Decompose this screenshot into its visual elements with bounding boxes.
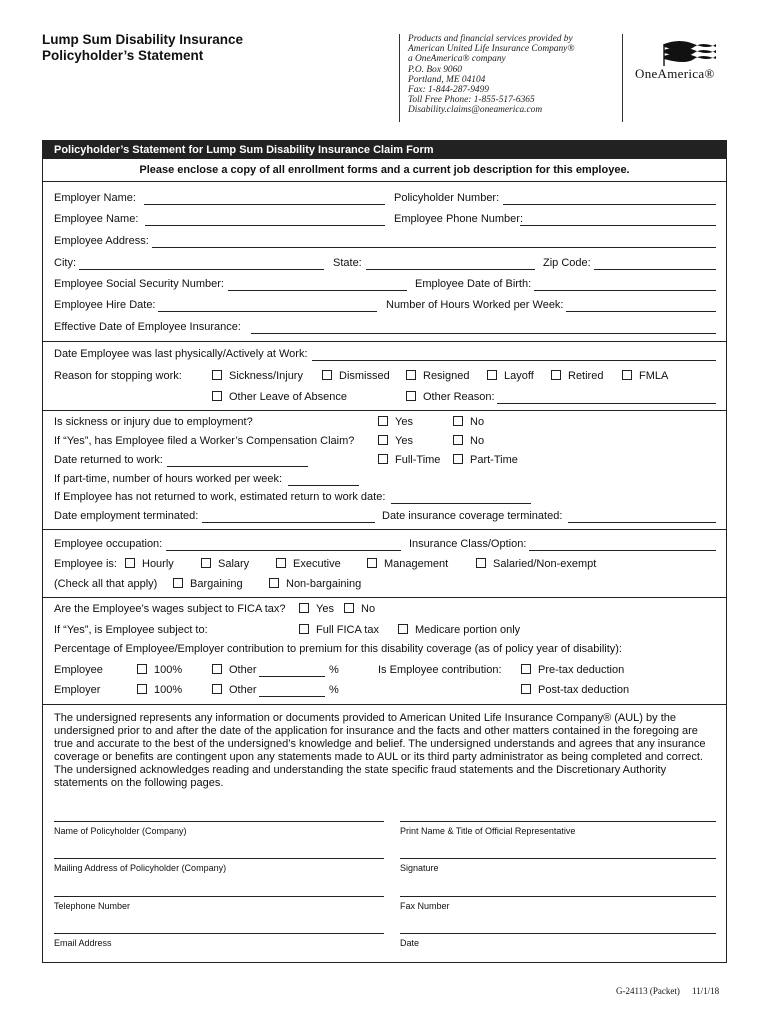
employee-address-label: Employee Address: xyxy=(54,235,149,247)
layoff-label: Layoff xyxy=(504,370,534,382)
executive-label: Executive xyxy=(293,558,341,570)
percentage-label: Percentage of Employee/Employer contribution to premium for this disability coverage (as of policy year of disability): xyxy=(54,643,622,655)
zip-field[interactable] xyxy=(594,269,716,270)
header-divider-right xyxy=(622,34,623,122)
date-line[interactable] xyxy=(400,933,716,934)
employment-no-checkbox[interactable] xyxy=(453,416,463,426)
form-heading: Policyholder’s Statement for Lump Sum Disability Insurance Claim Form xyxy=(43,141,726,159)
policyholder-name-line[interactable] xyxy=(54,821,384,822)
employer-other-checkbox[interactable] xyxy=(212,684,222,694)
fica-yes-label: Yes xyxy=(316,603,334,615)
effective-date-field[interactable] xyxy=(251,333,716,334)
date-ins-terminated-field[interactable] xyxy=(568,522,716,523)
document-title xyxy=(42,32,243,64)
employee-is-label: Employee is: xyxy=(54,558,117,570)
employee-other-field[interactable] xyxy=(259,676,325,677)
part-time-label: Part-Time xyxy=(470,454,518,466)
est-return-field[interactable] xyxy=(391,503,531,504)
employer-name-label: Employer Name: xyxy=(54,192,136,204)
employer-100-label: 100% xyxy=(154,684,183,696)
non-bargaining-label: Non-bargaining xyxy=(286,578,362,590)
employee-phone-field[interactable] xyxy=(520,225,716,226)
medicare-checkbox[interactable] xyxy=(398,624,408,634)
contact-line: Fax: 1-844-287-9499 xyxy=(408,85,489,96)
section-divider xyxy=(43,181,726,182)
employer-contrib-label: Employer xyxy=(54,684,101,696)
non-bargaining-checkbox[interactable] xyxy=(269,578,279,588)
title-line-2: Policyholder’s Statement xyxy=(42,48,204,63)
signature-line[interactable] xyxy=(400,858,716,859)
ssn-field[interactable] xyxy=(228,290,407,291)
hours-week-field[interactable] xyxy=(566,311,716,312)
oneamerica-logo xyxy=(630,38,745,82)
fmla-checkbox[interactable] xyxy=(622,370,632,380)
sickness-checkbox[interactable] xyxy=(212,370,222,380)
post-tax-checkbox[interactable] xyxy=(521,684,531,694)
part-time-hours-field[interactable] xyxy=(288,485,359,486)
q-workers-comp-label: If “Yes”, has Employee filed a Worker’s Compensation Claim? xyxy=(54,435,355,447)
is-employee-contribution-label: Is Employee contribution: xyxy=(378,664,502,676)
contact-line: American United Life Insurance Company® xyxy=(408,44,575,55)
full-time-checkbox[interactable] xyxy=(378,454,388,464)
employee-name-field[interactable] xyxy=(145,225,385,226)
layoff-checkbox[interactable] xyxy=(487,370,497,380)
occupation-field[interactable] xyxy=(166,550,401,551)
zip-label: Zip Code: xyxy=(543,257,591,269)
salaried-nonexempt-checkbox[interactable] xyxy=(476,558,486,568)
reason-stopping-label: Reason for stopping work: xyxy=(54,370,182,382)
full-time-label: Full-Time xyxy=(395,454,441,466)
date-ins-terminated-label: Date insurance coverage terminated: xyxy=(382,510,563,522)
employee-other-label: Other xyxy=(229,664,257,676)
contact-line: Toll Free Phone: 1-855-517-6365 xyxy=(408,95,535,106)
policyholder-name-caption: Name of Policyholder (Company) xyxy=(54,826,187,836)
employer-other-label: Other xyxy=(229,684,257,696)
state-field[interactable] xyxy=(366,269,535,270)
dob-label: Employee Date of Birth: xyxy=(415,278,532,290)
employer-other-field[interactable] xyxy=(259,696,325,697)
section-divider xyxy=(43,529,726,530)
hire-date-label: Employee Hire Date: xyxy=(54,299,156,311)
other-reason-field[interactable] xyxy=(497,403,716,404)
salary-label: Salary xyxy=(218,558,250,570)
section-divider xyxy=(43,704,726,705)
employee-100-label: 100% xyxy=(154,664,183,676)
section-divider xyxy=(43,597,726,598)
insurance-class-field[interactable] xyxy=(529,550,716,551)
workers-comp-no-label: No xyxy=(470,435,485,447)
check-all-label: (Check all that apply) xyxy=(54,578,158,590)
contact-line: Portland, ME 04104 xyxy=(408,74,486,85)
part-time-hours-label: If part-time, number of hours worked per week: xyxy=(54,473,283,485)
other-reason-checkbox[interactable] xyxy=(406,391,416,401)
contact-line: P.O. Box 9060 xyxy=(408,64,462,75)
hire-date-field[interactable] xyxy=(158,311,377,312)
print-name-caption: Print Name & Title of Official Representative xyxy=(400,826,576,836)
q-employment-label: Is sickness or injury due to employment? xyxy=(54,416,253,428)
policyholder-number-label: Policyholder Number: xyxy=(394,192,500,204)
employee-address-field[interactable] xyxy=(152,247,716,248)
email-caption: Email Address xyxy=(54,938,112,948)
date-terminated-field[interactable] xyxy=(202,522,375,523)
fica-yes-checkbox[interactable] xyxy=(299,603,309,613)
fica-no-label: No xyxy=(361,603,376,615)
workers-comp-yes-checkbox[interactable] xyxy=(378,435,388,445)
employer-name-field[interactable] xyxy=(144,204,385,205)
employee-contrib-label: Employee xyxy=(54,664,103,676)
bargaining-checkbox[interactable] xyxy=(173,578,183,588)
management-label: Management xyxy=(384,558,449,570)
workers-comp-no-checkbox[interactable] xyxy=(453,435,463,445)
date-returned-field[interactable] xyxy=(167,466,308,467)
resigned-checkbox[interactable] xyxy=(406,370,416,380)
form-frame xyxy=(42,140,727,963)
title-line-1: Lump Sum Disability Insurance xyxy=(42,32,244,47)
medicare-label: Medicare portion only xyxy=(415,624,521,636)
executive-checkbox[interactable] xyxy=(276,558,286,568)
pre-tax-label: Pre-tax deduction xyxy=(538,664,625,676)
full-fica-checkbox[interactable] xyxy=(299,624,309,634)
contact-line: Products and financial services provided by xyxy=(408,34,573,44)
employee-100-checkbox[interactable] xyxy=(137,664,147,674)
form-number: G-24113 (Packet) xyxy=(616,986,680,996)
print-name-line[interactable] xyxy=(400,821,716,822)
fax-caption: Fax Number xyxy=(400,901,450,911)
last-work-date-label: Date Employee was last physically/Actively at Work: xyxy=(54,348,308,360)
mailing-address-line[interactable] xyxy=(54,858,384,859)
employer-100-checkbox[interactable] xyxy=(137,684,147,694)
telephone-caption: Telephone Number xyxy=(54,901,131,911)
contact-line: a OneAmerica® company xyxy=(408,54,506,65)
dismissed-checkbox[interactable] xyxy=(322,370,332,380)
form-instruction: Please enclose a copy of all enrollment forms and a current job description for this employee. xyxy=(139,164,630,176)
employee-pct-sign: % xyxy=(329,664,339,676)
form-date: 11/1/18 xyxy=(692,986,720,996)
city-field[interactable] xyxy=(79,269,324,270)
mailing-address-caption: Mailing Address of Policyholder (Company) xyxy=(54,863,227,873)
post-tax-label: Post-tax deduction xyxy=(538,684,630,696)
fica-no-checkbox[interactable] xyxy=(344,603,354,613)
last-work-date-field[interactable] xyxy=(312,360,716,361)
contact-info xyxy=(408,34,574,116)
city-label: City: xyxy=(54,257,76,269)
hourly-checkbox[interactable] xyxy=(125,558,135,568)
email-line[interactable] xyxy=(54,933,384,934)
logo-text: OneAmerica® xyxy=(635,66,715,81)
salaried-nonexempt-label: Salaried/Non-exempt xyxy=(493,558,597,570)
management-checkbox[interactable] xyxy=(367,558,377,568)
dismissed-label: Dismissed xyxy=(339,370,390,382)
fmla-label: FMLA xyxy=(639,370,669,382)
hourly-label: Hourly xyxy=(142,558,174,570)
part-time-checkbox[interactable] xyxy=(453,454,463,464)
sickness-label: Sickness/Injury xyxy=(229,370,303,382)
other-reason-label: Other Reason: xyxy=(423,391,495,403)
fax-line[interactable] xyxy=(400,896,716,897)
employment-yes-checkbox[interactable] xyxy=(378,416,388,426)
other-leave-label: Other Leave of Absence xyxy=(229,391,348,403)
other-leave-checkbox[interactable] xyxy=(212,391,222,401)
header-divider-left xyxy=(399,34,400,122)
hours-week-label: Number of Hours Worked per Week: xyxy=(386,299,564,311)
est-return-label: If Employee has not returned to work, estimated return to work date: xyxy=(54,491,386,503)
signature-caption: Signature xyxy=(400,863,439,873)
occupation-label: Employee occupation: xyxy=(54,538,163,550)
bargaining-label: Bargaining xyxy=(190,578,243,590)
insurance-class-label: Insurance Class/Option: xyxy=(409,538,527,550)
pre-tax-checkbox[interactable] xyxy=(521,664,531,674)
employee-phone-label: Employee Phone Number: xyxy=(394,213,524,225)
date-returned-label: Date returned to work: xyxy=(54,454,163,466)
q-subject-to-label: If “Yes”, is Employee subject to: xyxy=(54,624,208,636)
effective-date-label: Effective Date of Employee Insurance: xyxy=(54,321,241,333)
employment-no-label: No xyxy=(470,416,485,428)
retired-label: Retired xyxy=(568,370,604,382)
date-caption: Date xyxy=(400,938,420,948)
attestation-paragraph: The undersigned represents any information or documents provided to American United Life Insurance Company® (AUL) by the undersigned prior to and after the date of the application for insurance and the facts and other matters contained in the foregoing are true and accurate to the best of the undersigned’s knowledge and belief. The undersigned understands and agrees that any insurance coverage or benefits are contingent upon any statements made to AUL or its third party administrator as being completed and correct. The undersigned acknowledges reading and understanding the state specific fraud statements and the Discretionary Authority statements on the following pages. xyxy=(54,712,706,789)
retired-checkbox[interactable] xyxy=(551,370,561,380)
flag-icon xyxy=(660,38,720,66)
section-divider xyxy=(43,410,726,411)
date-terminated-label: Date employment terminated: xyxy=(54,510,199,522)
employer-pct-sign: % xyxy=(329,684,339,696)
employee-other-checkbox[interactable] xyxy=(212,664,222,674)
salary-checkbox[interactable] xyxy=(201,558,211,568)
employment-yes-label: Yes xyxy=(395,416,413,428)
resigned-label: Resigned xyxy=(423,370,470,382)
workers-comp-yes-label: Yes xyxy=(395,435,413,447)
section-divider xyxy=(43,341,726,342)
ssn-label: Employee Social Security Number: xyxy=(54,278,224,290)
state-label: State: xyxy=(333,257,362,269)
dob-field[interactable] xyxy=(534,290,716,291)
full-fica-label: Full FICA tax xyxy=(316,624,379,636)
employee-name-label: Employee Name: xyxy=(54,213,139,225)
contact-line: Disability.claims@oneamerica.com xyxy=(408,105,543,116)
q-fica-label: Are the Employee’s wages subject to FICA tax? xyxy=(54,603,286,615)
telephone-line[interactable] xyxy=(54,896,384,897)
policyholder-number-field[interactable] xyxy=(503,204,716,205)
